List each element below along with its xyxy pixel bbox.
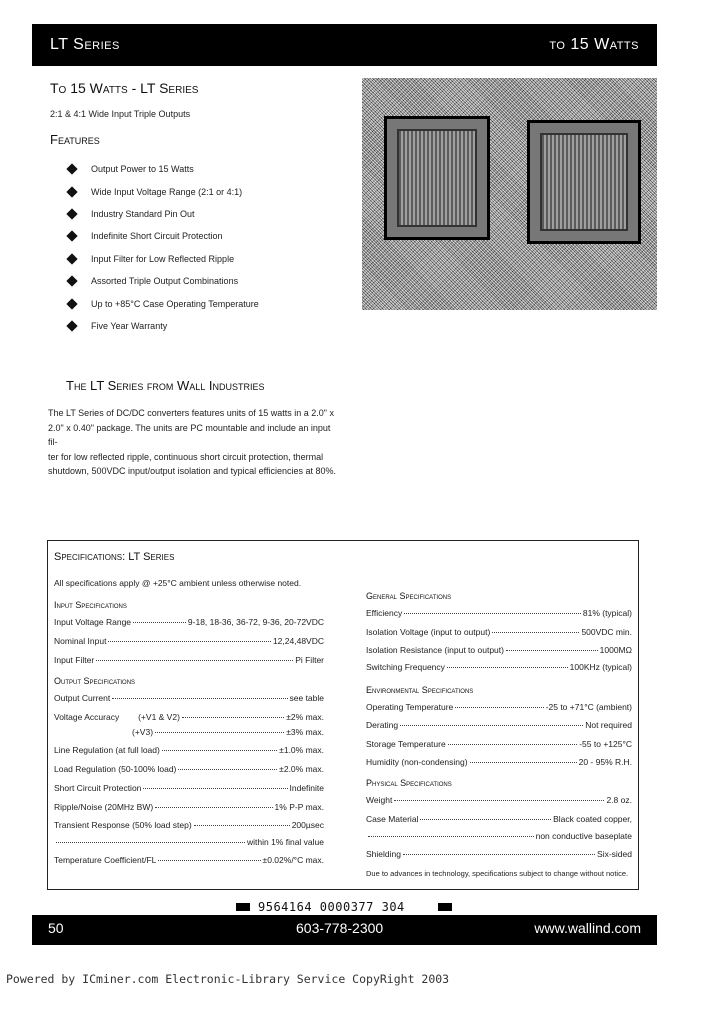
spec-row: Short Circuit Protection Indefinite <box>54 783 324 793</box>
output-spec-heading: Output Specifications <box>54 676 136 686</box>
spec-row: Load Regulation (50-100% load) ±2.0% max. <box>54 764 324 774</box>
spec-row: Isolation Voltage (input to output) 500VDC min. <box>366 627 632 637</box>
spec-row: Input Voltage Range 9-18, 18-36, 36-72, 9-36, 20-72VDC <box>54 617 324 627</box>
list-item: Input Filter for Low Reflected Ripple <box>68 248 358 270</box>
barcode-number: 9564164 0000377 304 <box>258 900 405 914</box>
features-list <box>68 158 358 337</box>
spec-row: non conductive baseplate <box>366 831 632 841</box>
spec-row: Storage Temperature -55 to +125°C <box>366 739 632 749</box>
spec-row: Case Material Black coated copper, <box>366 814 632 824</box>
spec-row: Temperature Coefficient/FL ±0.02%/°C max. <box>54 855 324 865</box>
spec-row: Isolation Resistance (input to output) 1000MΩ <box>366 645 632 655</box>
header-watts: to 15 Watts <box>549 36 639 53</box>
bullet-diamond-icon <box>66 275 77 286</box>
list-item: Industry Standard Pin Out <box>68 203 358 225</box>
specs-title: Specifications: LT Series <box>54 551 175 563</box>
phone-number: 603-778-2300 <box>296 920 384 936</box>
spec-row: Derating Not required <box>366 720 632 730</box>
spec-row: Shielding Six-sided <box>366 849 632 859</box>
converter-module-left <box>384 116 490 240</box>
list-item: Indefinite Short Circuit Protection <box>68 225 358 247</box>
list-item: Assorted Triple Output Combinations <box>68 270 358 292</box>
spec-row: Switching Frequency 100KHz (typical) <box>366 662 632 672</box>
specs-note: All specifications apply @ +25°C ambient unless otherwise noted. <box>54 578 302 588</box>
header-bar <box>32 24 657 66</box>
spec-row: Transient Response (50% load step) 200µsec <box>54 820 324 830</box>
spec-row: Humidity (non-condensing) 20 - 95% R.H. <box>366 757 632 767</box>
intro-subtitle: 2:1 & 4:1 Wide Input Triple Outputs <box>50 109 191 119</box>
spec-row: Ripple/Noise (20MHz BW) 1% P-P max. <box>54 802 324 812</box>
specs-footnote: Due to advances in technology, specifications subject to change without notice. <box>366 869 629 878</box>
spec-row: Efficiency 81% (typical) <box>366 608 632 618</box>
page-number: 50 <box>48 920 64 936</box>
spec-row: within 1% final value <box>54 837 324 847</box>
barcode-mark-icon <box>438 903 452 911</box>
spec-row: Nominal Input 12,24,48VDC <box>54 636 324 646</box>
spec-row: (+V3) ±3% max. <box>132 727 324 737</box>
list-item: Up to +85°C Case Operating Temperature <box>68 292 358 314</box>
bullet-diamond-icon <box>66 186 77 197</box>
scan-footer: Powered by ICminer.com Electronic-Library Service CopyRight 2003 <box>6 972 450 986</box>
environmental-spec-heading: Environmental Specifications <box>366 685 474 695</box>
spec-row: Weight 2.8 oz. <box>366 795 632 805</box>
bullet-diamond-icon <box>66 253 77 264</box>
bullet-diamond-icon <box>66 320 77 331</box>
converter-module-right <box>527 120 641 244</box>
about-title: The LT Series from Wall Industries <box>66 378 265 393</box>
intro-title: To 15 Watts - LT Series <box>50 80 199 96</box>
input-spec-heading: Input Specifications <box>54 600 127 610</box>
website-link[interactable]: www.wallind.com <box>534 920 641 936</box>
spec-row: Line Regulation (at full load) ±1.0% max. <box>54 745 324 755</box>
list-item: Wide Input Voltage Range (2:1 or 4:1) <box>68 180 358 202</box>
spec-row: Input Filter Pi Filter <box>54 655 324 665</box>
general-spec-heading: General Specifications <box>366 591 452 601</box>
bullet-diamond-icon <box>66 208 77 219</box>
bullet-diamond-icon <box>66 164 77 175</box>
spec-row: Voltage Accuracy (+V1 & V2) ±2% max. <box>54 712 324 722</box>
header-series: LT Series <box>50 36 120 53</box>
bullet-diamond-icon <box>66 231 77 242</box>
about-paragraph: The LT Series of DC/DC converters features units of 15 watts in a 2.0" x 2.0" x 0.40" package. The units are PC mountable and include an input fil- ter for low reflected ripple, continuous short circuit protection, thermal shutdown, 500VDC input/output isolation and typical efficiencies at 80%. <box>48 408 337 476</box>
spec-row: Output Current see table <box>54 693 324 703</box>
barcode-mark-icon <box>236 903 250 911</box>
spec-row: Operating Temperature -25 to +71°C (ambient) <box>366 702 632 712</box>
features-heading: Features <box>50 132 100 147</box>
bullet-diamond-icon <box>66 298 77 309</box>
list-item: Five Year Warranty <box>68 315 358 337</box>
list-item: Output Power to 15 Watts <box>68 158 358 180</box>
physical-spec-heading: Physical Specifications <box>366 778 452 788</box>
footer-bar <box>32 915 657 945</box>
product-photo <box>362 78 657 310</box>
